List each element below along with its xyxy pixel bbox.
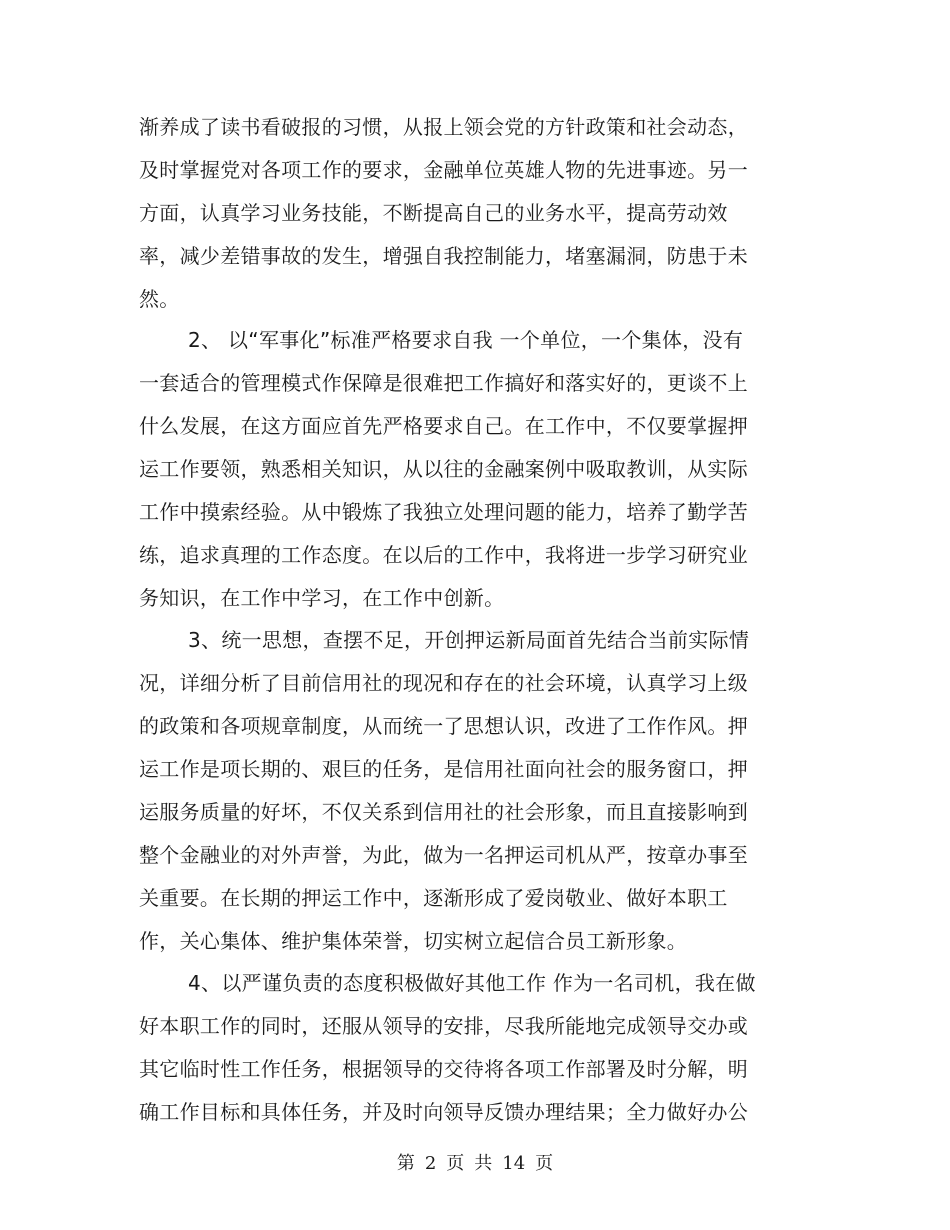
text-line: 4、以严谨负责的态度积极做好其他工作 作为一名司机，我在做 bbox=[188, 971, 756, 995]
page-footer bbox=[0, 1151, 950, 1177]
text-line: 方面，认真学习业务技能，不断提高自己的业务水平，提高劳动效 bbox=[139, 201, 728, 225]
footer-mid2: 共 bbox=[474, 1153, 493, 1174]
text-line: 渐养成了读书看破报的习惯，从报上领会党的方针政策和社会动态， bbox=[139, 115, 748, 139]
footer-suffix: 页 bbox=[535, 1153, 554, 1174]
text-line: 关重要。在长期的押运工作中，逐渐形成了爱岗敬业、做好本职工 bbox=[139, 886, 728, 910]
text-line: 2、 以“军事化”标准严格要求自我 一个单位，一个集体，没有 bbox=[188, 328, 744, 352]
text-line: 好本职工作的同时，还服从领导的安排，尽我所能地完成领导交办或 bbox=[139, 1014, 748, 1038]
text-line: 运服务质量的好坏，不仅关系到信用社的社会形象，而且直接影响到 bbox=[139, 800, 748, 824]
footer-mid1: 页 bbox=[446, 1153, 465, 1174]
text-line: 务知识，在工作中学习，在工作中创新。 bbox=[139, 586, 505, 610]
current-page-number: 2 bbox=[424, 1153, 437, 1174]
text-line: 整个金融业的对外声誉，为此，做为一名押运司机从严，按章办事至 bbox=[139, 843, 748, 867]
text-line: 运工作是项长期的、艰巨的任务，是信用社面向社会的服务窗口，押 bbox=[139, 757, 748, 781]
text-line: 一套适合的管理模式作保障是很难把工作搞好和落实好的，更谈不上 bbox=[139, 371, 748, 395]
total-page-count: 14 bbox=[502, 1153, 526, 1174]
text-line: 工作中摸索经验。从中锻炼了我独立处理问题的能力，培养了勤学苦 bbox=[139, 500, 748, 524]
text-line: 什么发展，在这方面应首先严格要求自己。在工作中，不仅要掌握押 bbox=[139, 414, 748, 438]
text-line: 运工作要领，熟悉相关知识，从以往的金融案例中吸取教训，从实际 bbox=[139, 457, 748, 481]
text-line: 然。 bbox=[139, 287, 180, 311]
text-line: 确工作目标和具体任务，并及时向领导反馈办理结果；全力做好办公 bbox=[139, 1100, 748, 1124]
text-line: 率，减少差错事故的发生，增强自我控制能力，堵塞漏洞，防患于未 bbox=[139, 244, 748, 268]
footer-prefix: 第 bbox=[396, 1153, 415, 1174]
text-line: 3、统一思想，查摆不足，开创押运新局面首先结合当前实际情 bbox=[188, 628, 750, 652]
text-line: 练，追求真理的工作态度。在以后的工作中，我将进一步学习研究业 bbox=[139, 543, 748, 567]
text-line: 的政策和各项规章制度，从而统一了思想认识，改进了工作作风。押 bbox=[139, 714, 748, 738]
text-line: 及时掌握党对各项工作的要求，金融单位英雄人物的先进事迹。另一 bbox=[139, 158, 748, 182]
text-line: 作，关心集体、维护集体荣誉，切实树立起信合员工新形象。 bbox=[139, 929, 688, 953]
text-line: 其它临时性工作任务，根据领导的交待将各项工作部署及时分解，明 bbox=[139, 1057, 748, 1081]
text-line: 况，详细分析了目前信用社的现况和存在的社会环境，认真学习上级 bbox=[139, 671, 748, 695]
